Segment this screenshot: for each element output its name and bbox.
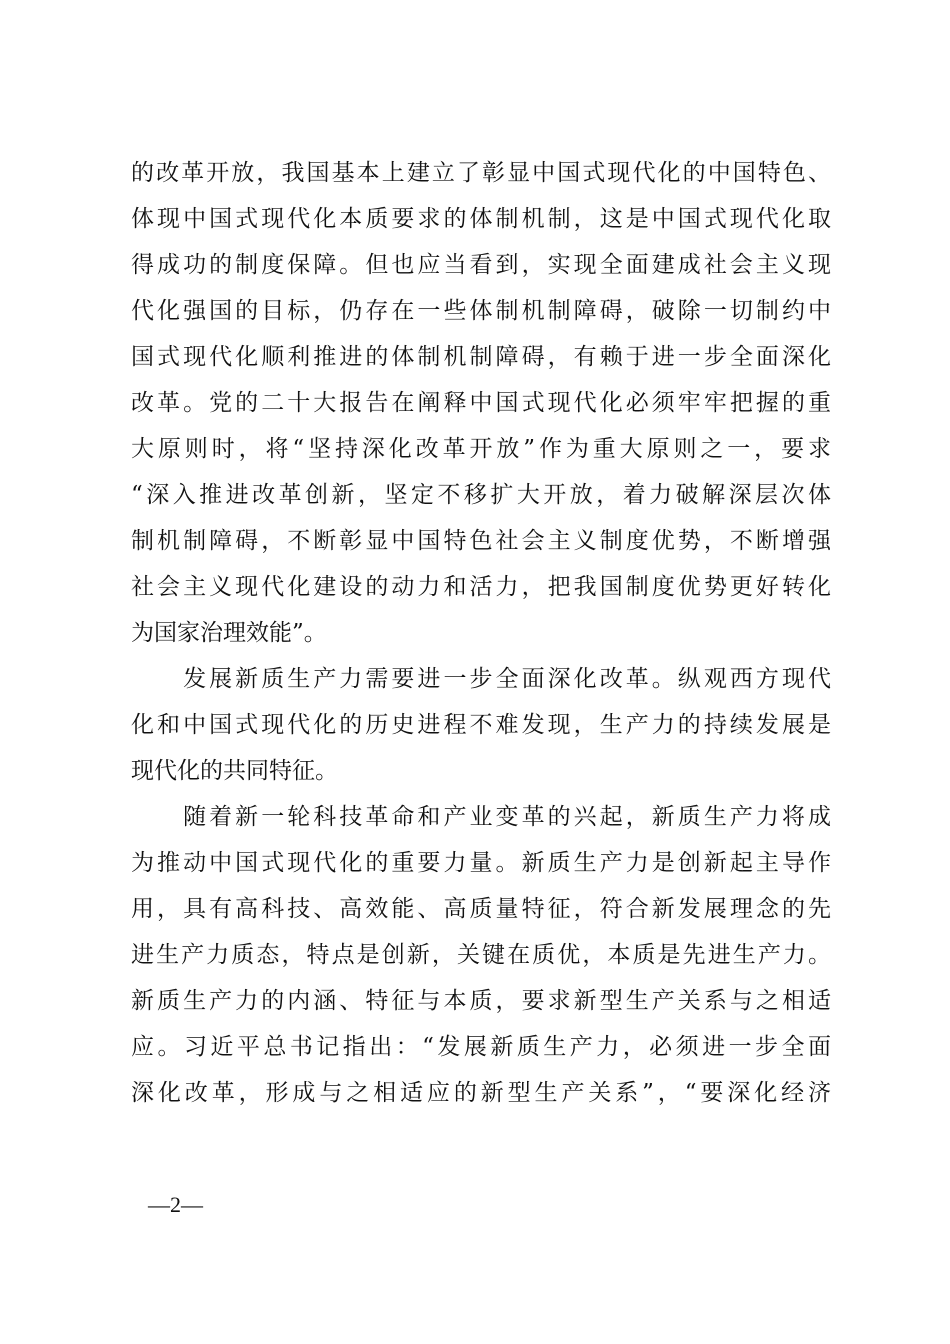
text-line: 新质生产力的内涵、特征与本质，要求新型生产关系与之相适: [131, 988, 831, 1014]
text-line: 随着新一轮科技革命和产业变革的兴起，新质生产力将成: [131, 804, 831, 830]
text-line: 大原则时，将“坚持深化改革开放”作为重大原则之一，要求: [131, 436, 831, 462]
text-line: 深化改革，形成与之相适应的新型生产关系”，“要深化经济: [131, 1080, 831, 1106]
text-line: 社会主义现代化建设的动力和活力，把我国制度优势更好转化: [131, 574, 831, 600]
text-line: 国式现代化顺利推进的体制机制障碍，有赖于进一步全面深化: [131, 344, 831, 370]
text-line: 应。习近平总书记指出：“发展新质生产力，必须进一步全面: [131, 1034, 831, 1060]
text-line: 发展新质生产力需要进一步全面深化改革。纵观西方现代: [131, 666, 831, 692]
text-line: 得成功的制度保障。但也应当看到，实现全面建成社会主义现: [131, 252, 831, 278]
text-line: 化和中国式现代化的历史进程不难发现，生产力的持续发展是: [131, 712, 831, 738]
page-number: —2—: [148, 1192, 203, 1217]
text-line: 现代化的共同特征。: [131, 758, 338, 784]
text-line: 代化强国的目标，仍存在一些体制机制障碍，破除一切制约中: [131, 298, 831, 324]
text-line: 用，具有高科技、高效能、高质量特征，符合新发展理念的先: [131, 896, 831, 922]
text-line: “深入推进改革创新，坚定不移扩大开放，着力破解深层次体: [131, 482, 831, 508]
text-line: 为国家治理效能”。: [131, 620, 327, 646]
body-text: [131, 150, 831, 1116]
text-line: 为推动中国式现代化的重要力量。新质生产力是创新起主导作: [131, 850, 831, 876]
text-line: 制机制障碍，不断彰显中国特色社会主义制度优势，不断增强: [131, 528, 831, 554]
text-line: 体现中国式现代化本质要求的体制机制，这是中国式现代化取: [131, 206, 831, 232]
paragraph-2: [131, 656, 831, 794]
paragraph-3: [131, 794, 831, 1116]
text-line: 改革。党的二十大报告在阐释中国式现代化必须牢牢把握的重: [131, 390, 831, 416]
paragraph-1: [131, 150, 831, 656]
text-line: 的改革开放，我国基本上建立了彰显中国式现代化的中国特色、: [131, 160, 831, 186]
text-line: 进生产力质态，特点是创新，关键在质优，本质是先进生产力。: [131, 942, 831, 968]
